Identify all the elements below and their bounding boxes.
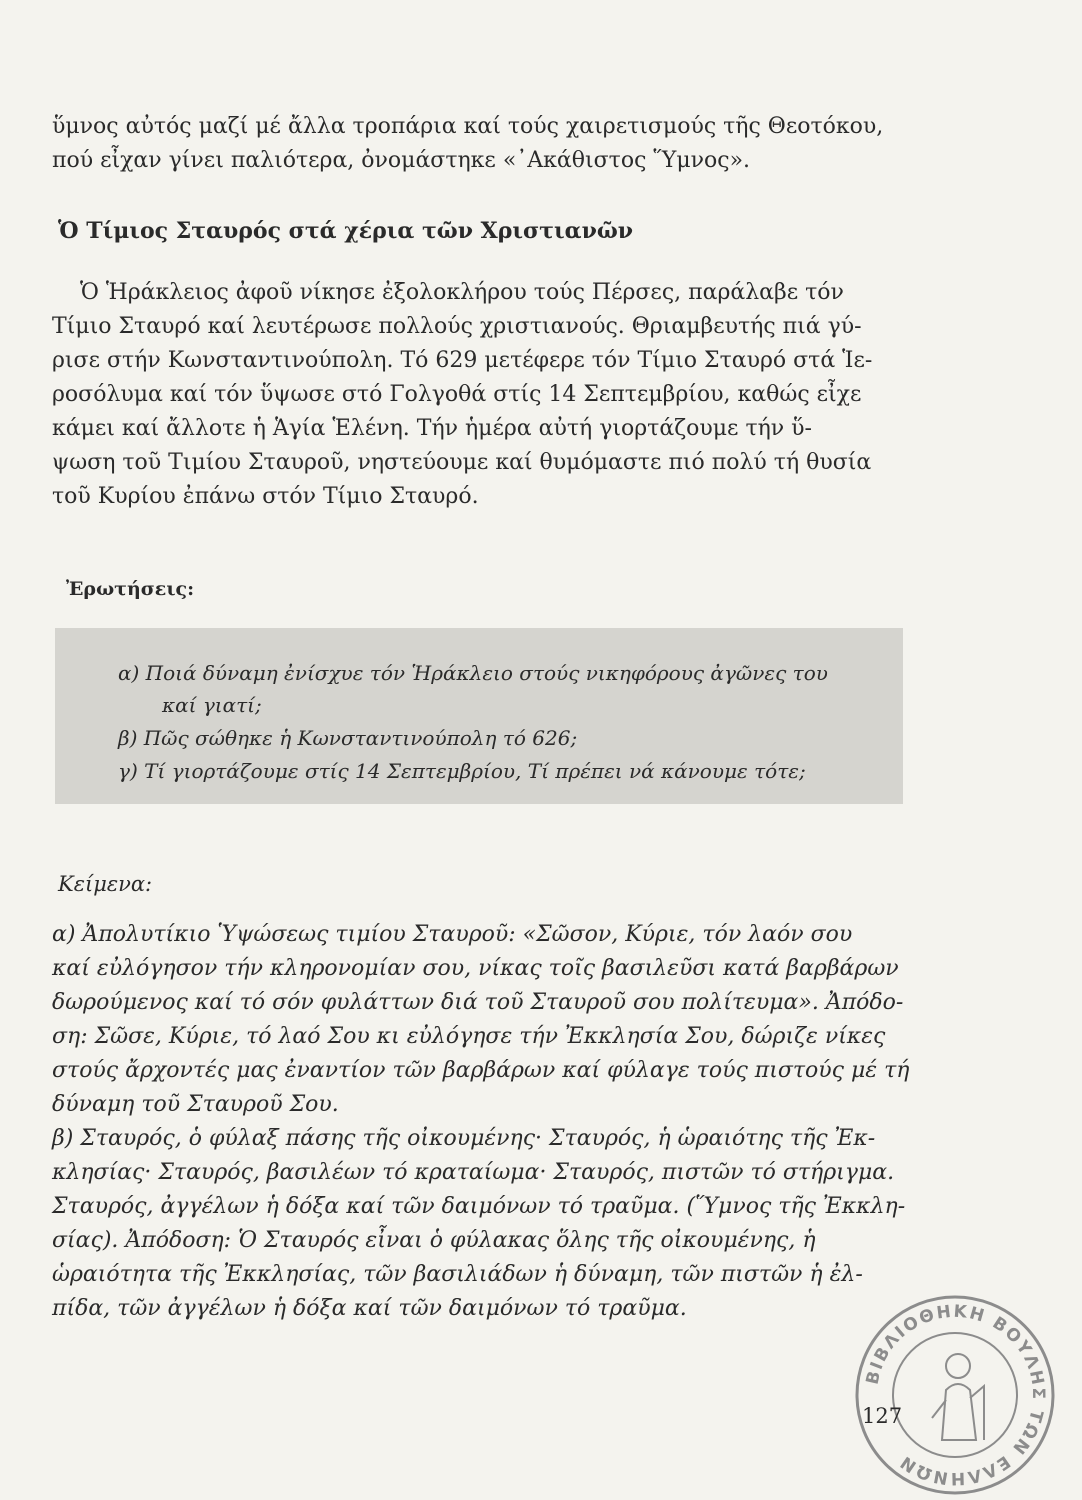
library-stamp — [850, 1290, 1060, 1500]
question-a-cont: καί γιατί; — [162, 693, 262, 717]
section-line: κάμει καί ἄλλοτε ἡ Ἁγία Ἑλένη. Τήν ἡμέρα αὐτή γιορτάζουμε τήν ὕ- — [52, 416, 812, 441]
text-line: Σταυρός, ἀγγέλων ἡ δόξα καί τῶν δαιμόνων τό τραῦμα. (Ὕμνος τῆς Ἐκκλη- — [52, 1194, 906, 1219]
question-b: β) Πῶς σώθηκε ἡ Κωνσταντινούπολη τό 626; — [118, 726, 578, 750]
question-a: α) Ποιά δύναμη ἐνίσχυε τόν Ἡράκλειο στούς νικηφόρους ἀγῶνες του — [118, 661, 828, 685]
text-line: α) Ἀπολυτίκιο Ὑψώσεως τιμίου Σταυροῦ: «Σῶσον, Κύριε, τόν λαόν σου — [52, 922, 853, 947]
text-line: πίδα, τῶν ἀγγέλων ἡ δόξα καί τῶν δαιμόνων τό τραῦμα. — [52, 1296, 687, 1321]
section-title: Ὁ Τίμιος Σταυρός στά χέρια τῶν Χριστιανῶν — [58, 218, 634, 244]
text-line: ση: Σῶσε, Κύριε, τό λαό Σου κι εὐλόγησε τήν Ἐκκλησία Σου, δώριζε νίκες — [52, 1024, 886, 1049]
page-number: 127 — [862, 1404, 903, 1428]
section-line: ψωση τοῦ Τιμίου Σταυροῦ, νηστεύουμε καί θυμόμαστε πιό πολύ τή θυσία — [52, 450, 872, 475]
question-c: γ) Τί γιορτάζουμε στίς 14 Σεπτεμβρίου, Τί πρέπει νά κάνουμε τότε; — [118, 759, 806, 783]
text-line: ὡραιότητα τῆς Ἐκκλησίας, τῶν βασιλιάδων ἡ δύναμη, τῶν πιστῶν ἡ ἐλ- — [52, 1262, 863, 1287]
intro-paragraph — [52, 110, 902, 178]
intro-line: ὕμνος αὐτός μαζί μέ ἄλλα τροπάρια καί τούς χαιρετισμούς τῆς Θεοτόκου, — [52, 114, 884, 139]
text-line: β) Σταυρός, ὁ φύλαξ πάσης τῆς οἰκουμένης· Σταυρός, ἡ ὡραιότης τῆς Ἐκ- — [52, 1126, 876, 1151]
text-line: δωρούμενος καί τό σόν φυλάττων διά τοῦ Σταυροῦ σου πολίτευμα». Ἀπόδο- — [52, 990, 904, 1015]
text-line: καί εὐλόγησον τήν κληρονομίαν σου, νίκας τοῖς βασιλεῦσι κατά βαρβάρων — [52, 956, 899, 981]
section-line: Ὁ Ἡράκλειος ἀφοῦ νίκησε ἐξολοκλήρου τούς Πέρσες, παράλαβε τόν — [80, 280, 844, 305]
section-line: τοῦ Κυρίου ἐπάνω στόν Τίμιο Σταυρό. — [52, 484, 479, 509]
stamp-text: ΒΙΒΛΙΟΘΗΚΗ ΒΟΥΛΗΣ ΤΩΝ ΕΛΛΗΝΩΝ — [862, 1301, 1049, 1489]
text-line: κλησίας· Σταυρός, βασιλέων τό κραταίωμα· Σταυρός, πιστῶν τό στήριγμα. — [52, 1160, 895, 1185]
texts-label: Κείμενα: — [58, 872, 153, 896]
section-line: ροσόλυμα καί τόν ὕψωσε στό Γολγοθά στίς 14 Σεπτεμβρίου, καθώς εἶχε — [52, 382, 862, 407]
section-paragraph — [52, 276, 902, 514]
section-line: Τίμιο Σταυρό καί λευτέρωσε πολλούς χριστιανούς. Θριαμβευτής πιά γύ- — [52, 314, 862, 339]
texts-paragraph — [52, 918, 910, 1326]
stamp-inner-ring — [893, 1333, 1017, 1457]
intro-line: πού εἶχαν γίνει παλιότερα, ὀνομάστηκε «᾿Ακάθιστος Ὕμνος». — [52, 148, 751, 173]
text-line: στούς ἄρχοντές μας ἐναντίον τῶν βαρβάρων καί φύλαγε τούς πιστούς μέ τή — [52, 1058, 910, 1083]
stamp-outer-ring — [857, 1297, 1053, 1493]
questions-label: Ἐρωτήσεις: — [66, 578, 195, 600]
section-line: ρισε στήν Κωνσταντινούπολη. Τό 629 μετέφερε τόν Τίμιο Σταυρό στά Ἱε- — [52, 348, 873, 373]
stamp-figure-icon — [932, 1354, 984, 1440]
text-line: δύναμη τοῦ Σταυροῦ Σου. — [52, 1092, 339, 1117]
text-line: σίας). Ἀπόδοση: Ὁ Σταυρός εἶναι ὁ φύλακας ὅλης τῆς οἰκουμένης, ἡ — [52, 1228, 816, 1253]
